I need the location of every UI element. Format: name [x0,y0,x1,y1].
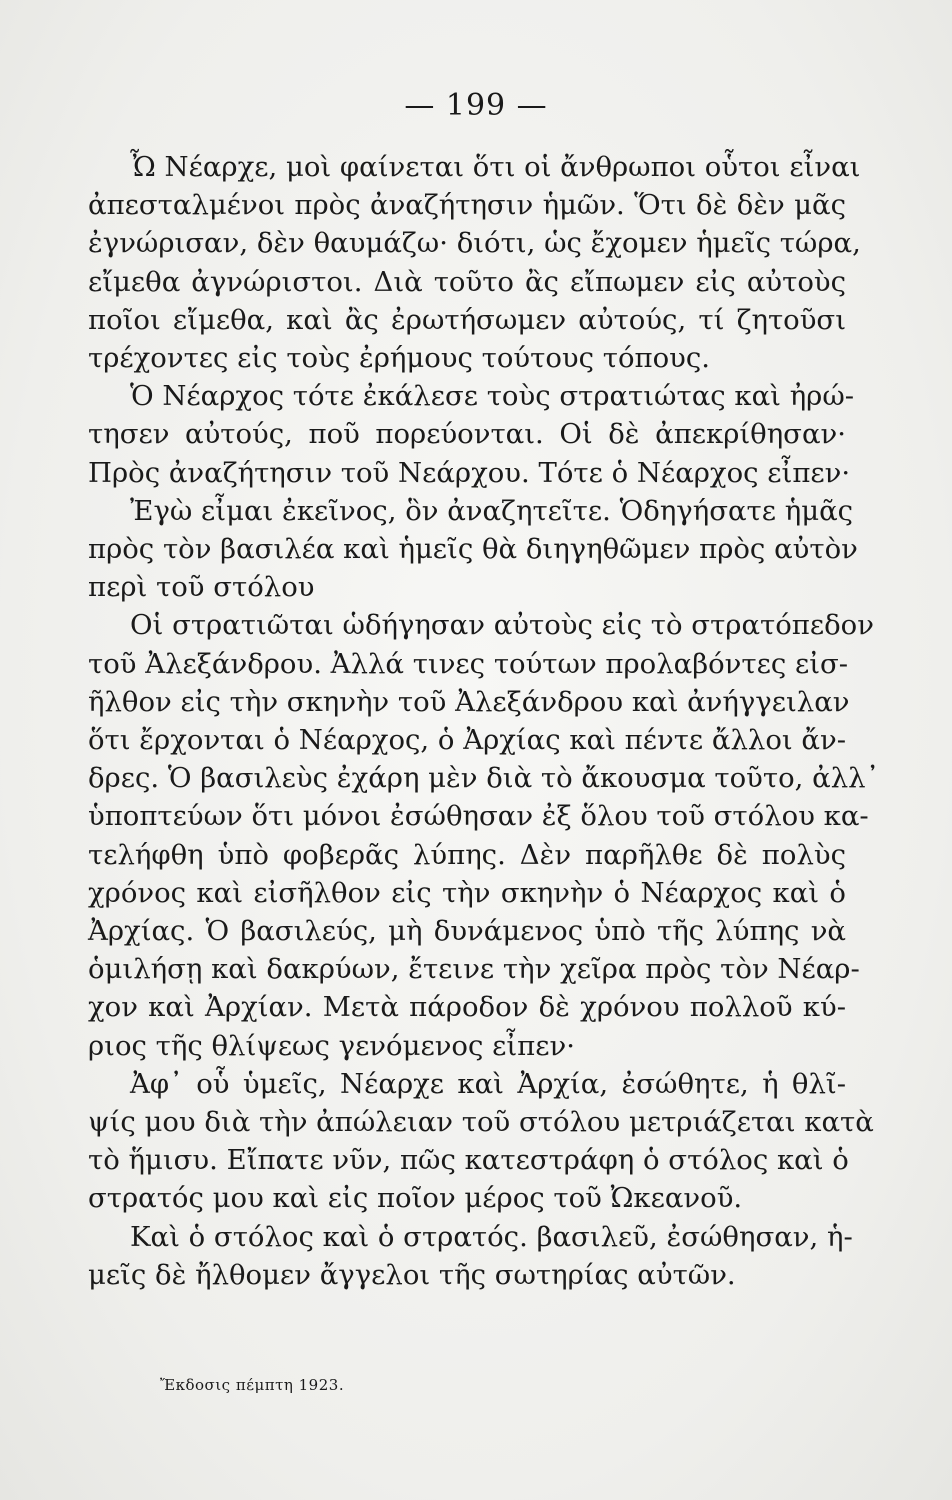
text-line: Πρὸς ἀναζήτησιν τοῦ Νεάρχου. Τότε ὁ Νέαρχος εἶπεν· [88,456,851,489]
text-line: μεῖς δὲ ἤλθομεν ἄγγελοι τῆς σωτηρίας αὐτῶν. [88,1258,736,1291]
text-line: ὁμιλήσῃ καὶ δακρύων, ἔτεινε τὴν χεῖρα πρὸς τὸν Νέαρ- [88,953,860,986]
paragraph [88,1065,874,1218]
text-line: ριος τῆς θλίψεως γενόμενος εἶπεν· [88,1029,575,1062]
text-line: πρὸς τὸν βασιλέα καὶ ἡμεῖς θὰ διηγηθῶμεν πρὸς αὐτὸν [88,533,858,566]
text-line: ψίς μου διὰ τὴν ἀπώλειαν τοῦ στόλου μετριάζεται κατὰ [88,1106,874,1139]
text-line: τησεν αὐτούς, ποῦ πορεύονται. Οἱ δὲ ἀπεκρίθησαν· [88,418,846,451]
body-text [88,148,880,1294]
text-line: ἐγνώρισαν, δὲν θαυμάζω· διότι, ὡς ἔχομεν ἡμεῖς τώρα, [88,227,861,260]
text-line: χον καὶ Ἀρχίαν. Μετὰ πάροδον δὲ χρόνου πολλοῦ κύ- [88,991,846,1024]
text-line: ποῖοι εἴμεθα, καὶ ἂς ἐρωτήσωμεν αὐτούς, τί ζητοῦσι [88,303,846,336]
text-line: χρόνος καὶ εἰσῆλθον εἰς τὴν σκηνὴν ὁ Νέαρχος καὶ ὁ [88,876,846,909]
text-line: Ὦ Νέαρχε, μοὶ φαίνεται ὅτι οἱ ἄνθρωποι οὗτοι εἶναι [130,151,861,183]
paragraph [88,606,880,1064]
paragraph [88,148,861,377]
text-line: εἴμεθα ἀγνώριστοι. Διὰ τοῦτο ἂς εἴπωμεν εἰς αὐτοὺς [88,265,846,298]
text-line: στρατός μου καὶ εἰς ποῖον μέρος τοῦ Ὠκεανοῦ. [88,1182,743,1215]
text-line: ῆλθον εἰς τὴν σκηνὴν τοῦ Ἀλεξάνδρου καὶ ἀνήγγειλαν [88,685,850,718]
page-number: — 199 — [404,88,548,123]
text-line: τοῦ Ἀλεξάνδρου. Ἀλλά τινες τούτων προλαβόντες εἰσ- [88,647,849,680]
text-line: Καὶ ὁ στόλος καὶ ὁ στρατός. βασιλεῦ, ἐσώθησαν, ἡ- [130,1220,853,1253]
text-line: τρέχοντες εἰς τοὺς ἐρήμους τούτους τόπους. [88,342,711,375]
text-line: Ἐγὼ εἶμαι ἐκεῖνος, ὃν ἀναζητεῖτε. Ὁδηγήσατε ἡμᾶς [130,494,854,527]
text-line: Ἀφ᾽ οὗ ὑμεῖς, Νέαρχε καὶ Ἀρχία, ἐσώθητε, ἡ θλῖ- [130,1067,846,1100]
text-line: ὑποπτεύων ὅτι μόνοι ἐσώθησαν ἐξ ὅλου τοῦ στόλου κα- [88,800,869,833]
text-line: Οἱ στρατιῶται ὡδήγησαν αὐτοὺς εἰς τὸ στρατόπεδον [130,609,874,642]
text-line: δρες. Ὁ βασιλεὺς ἐχάρη μὲν διὰ τὸ ἄκουσμα τοῦτο, ἀλλ᾽ [88,762,880,795]
text-line: τελήφθη ὑπὸ φοβερᾶς λύπης. Δὲν παρῆλθε δὲ πολὺς [88,838,846,871]
text-line: τὸ ἥμισυ. Εἴπατε νῦν, πῶς κατεστράφη ὁ στόλος καὶ ὁ [88,1144,849,1177]
text-line: Ὁ Νέαρχος τότε ἐκάλεσε τοὺς στρατιώτας καὶ ἠρώ- [130,380,855,413]
paragraph [88,1218,853,1294]
edition-note: Ἔκδοσις πέμπτη 1923. [160,1376,345,1394]
text-line: περὶ τοῦ στόλου [88,571,315,604]
text-line: ὅτι ἔρχονται ὁ Νέαρχος, ὁ Ἀρχίας καὶ πέντε ἄλλοι ἄν- [88,724,847,757]
text-line: ἀπεσταλμένοι πρὸς ἀναζήτησιν ἡμῶν. Ὅτι δὲ δὲν μᾶς [88,189,846,222]
text-line: Ἀρχίας. Ὁ βασιλεύς, μὴ δυνάμενος ὑπὸ τῆς λύπης νὰ [88,915,846,948]
paragraph [88,377,858,606]
